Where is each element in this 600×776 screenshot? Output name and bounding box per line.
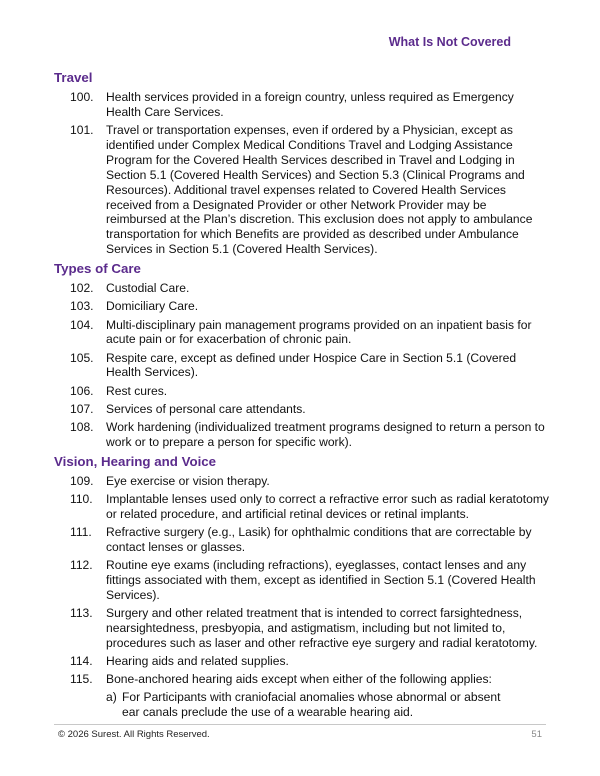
list-item [54,318,550,348]
item-number: 109. [70,473,94,488]
item-text: Custodial Care. [106,281,190,296]
item-text: Travel or transportation expenses, even if ordered by a Physician, except as identified under Complex Medical Conditions Travel and Lodging Assistance Program for the Covered Health Services described in Travel and Lodging in Section 5.1 (Covered Health Services) and Section 5.3 (Clinical Programs and Resources). Additional travel expenses related to Covered Health Services received from a Designated Provider or other Network Provider may be reimbursed at the Plan’s discretion. This exclusion does not apply to ambulance transportation for which Benefits are provided as described under Ambulance Services in Section 5.1 (Covered Health Services). [106,123,533,257]
item-number: 108. [70,419,94,434]
section-title: Vision, Hearing and Voice [54,453,217,469]
section-travel [54,69,550,257]
list-item [54,672,550,687]
page-header-title: What Is Not Covered [388,35,511,49]
list-item [54,474,550,489]
item-number: 111. [70,524,92,539]
list-item [54,299,550,314]
sub-item-letter: a) [106,689,117,704]
section-vision-hearing-voice [54,453,550,720]
item-text: Multi-disciplinary pain management programs provided on an inpatient basis for acute pain or for exacerbation of chronic pain. [106,317,532,347]
list-item [54,606,550,651]
item-text: Bone-anchored hearing aids except when either of the following applies: [106,671,492,686]
item-text: Rest cures. [106,383,168,398]
list-item [54,402,550,417]
item-number: 103. [70,299,94,314]
item-number: 110. [70,491,93,506]
item-number: 104. [70,317,94,332]
page-content [54,69,550,722]
list-item [54,90,550,120]
item-text: Health services provided in a foreign country, unless required as Emergency Health Care Services. [106,90,514,119]
section-types-of-care [54,260,550,449]
item-number: 115. [70,671,93,686]
list-item [54,420,550,450]
sub-list-item [106,690,550,720]
list-item [54,281,550,296]
item-number: 106. [70,383,94,398]
item-text: Surgery and other related treatment that is intended to correct farsightedness, nearsightedness, presbyopia, and astigmatism, including but not limited to, procedures such as laser and other refractive eye surgery and radial keratotomy. [106,605,538,650]
item-number: 100. [70,90,94,104]
item-number: 112. [70,557,93,572]
item-text: Services of personal care attendants. [106,401,306,416]
item-number: 114. [70,653,93,668]
list-item [54,654,550,669]
list-item [54,492,550,522]
list-item [54,351,550,381]
list-item [54,384,550,399]
list-item [54,558,550,603]
item-text: Respite care, except as defined under Hospice Care in Section 5.1 (Covered Health Services). [106,350,517,380]
item-text: Hearing aids and related supplies. [106,653,289,668]
list-item [54,123,550,257]
item-text: Work hardening (individualized treatment programs designed to return a person to work or to prepare a person for specific work). [106,419,545,449]
page-number: 51 [531,729,542,740]
item-number: 105. [70,350,94,365]
item-number: 113. [70,605,93,620]
item-number: 107. [70,401,94,416]
list-item [54,525,550,555]
footer-copyright: © 2026 Surest. All Rights Reserved. [58,729,210,740]
item-number: 101. [70,123,94,137]
sub-item-text: For Participants with craniofacial anomalies whose abnormal or absent ear canals preclude the use of a wearable hearing aid. [122,689,501,719]
item-text: Eye exercise or vision therapy. [106,473,270,488]
section-title: Types of Care [54,261,141,277]
section-title: Travel [54,70,93,85]
item-text: Routine eye exams (including refractions), eyeglasses, contact lenses and any fittings associated with them, except as identified in Section 5.1 (Covered Health Services). [106,557,536,602]
item-text: Implantable lenses used only to correct a refractive error such as radial keratotomy or related procedure, and artificial retinal devices or retinal implants. [106,491,549,521]
item-text: Domiciliary Care. [106,299,199,314]
item-text: Refractive surgery (e.g., Lasik) for ophthalmic conditions that are correctable by contact lenses or glasses. [106,524,532,554]
item-number: 102. [70,281,94,296]
footer-divider [54,724,546,725]
